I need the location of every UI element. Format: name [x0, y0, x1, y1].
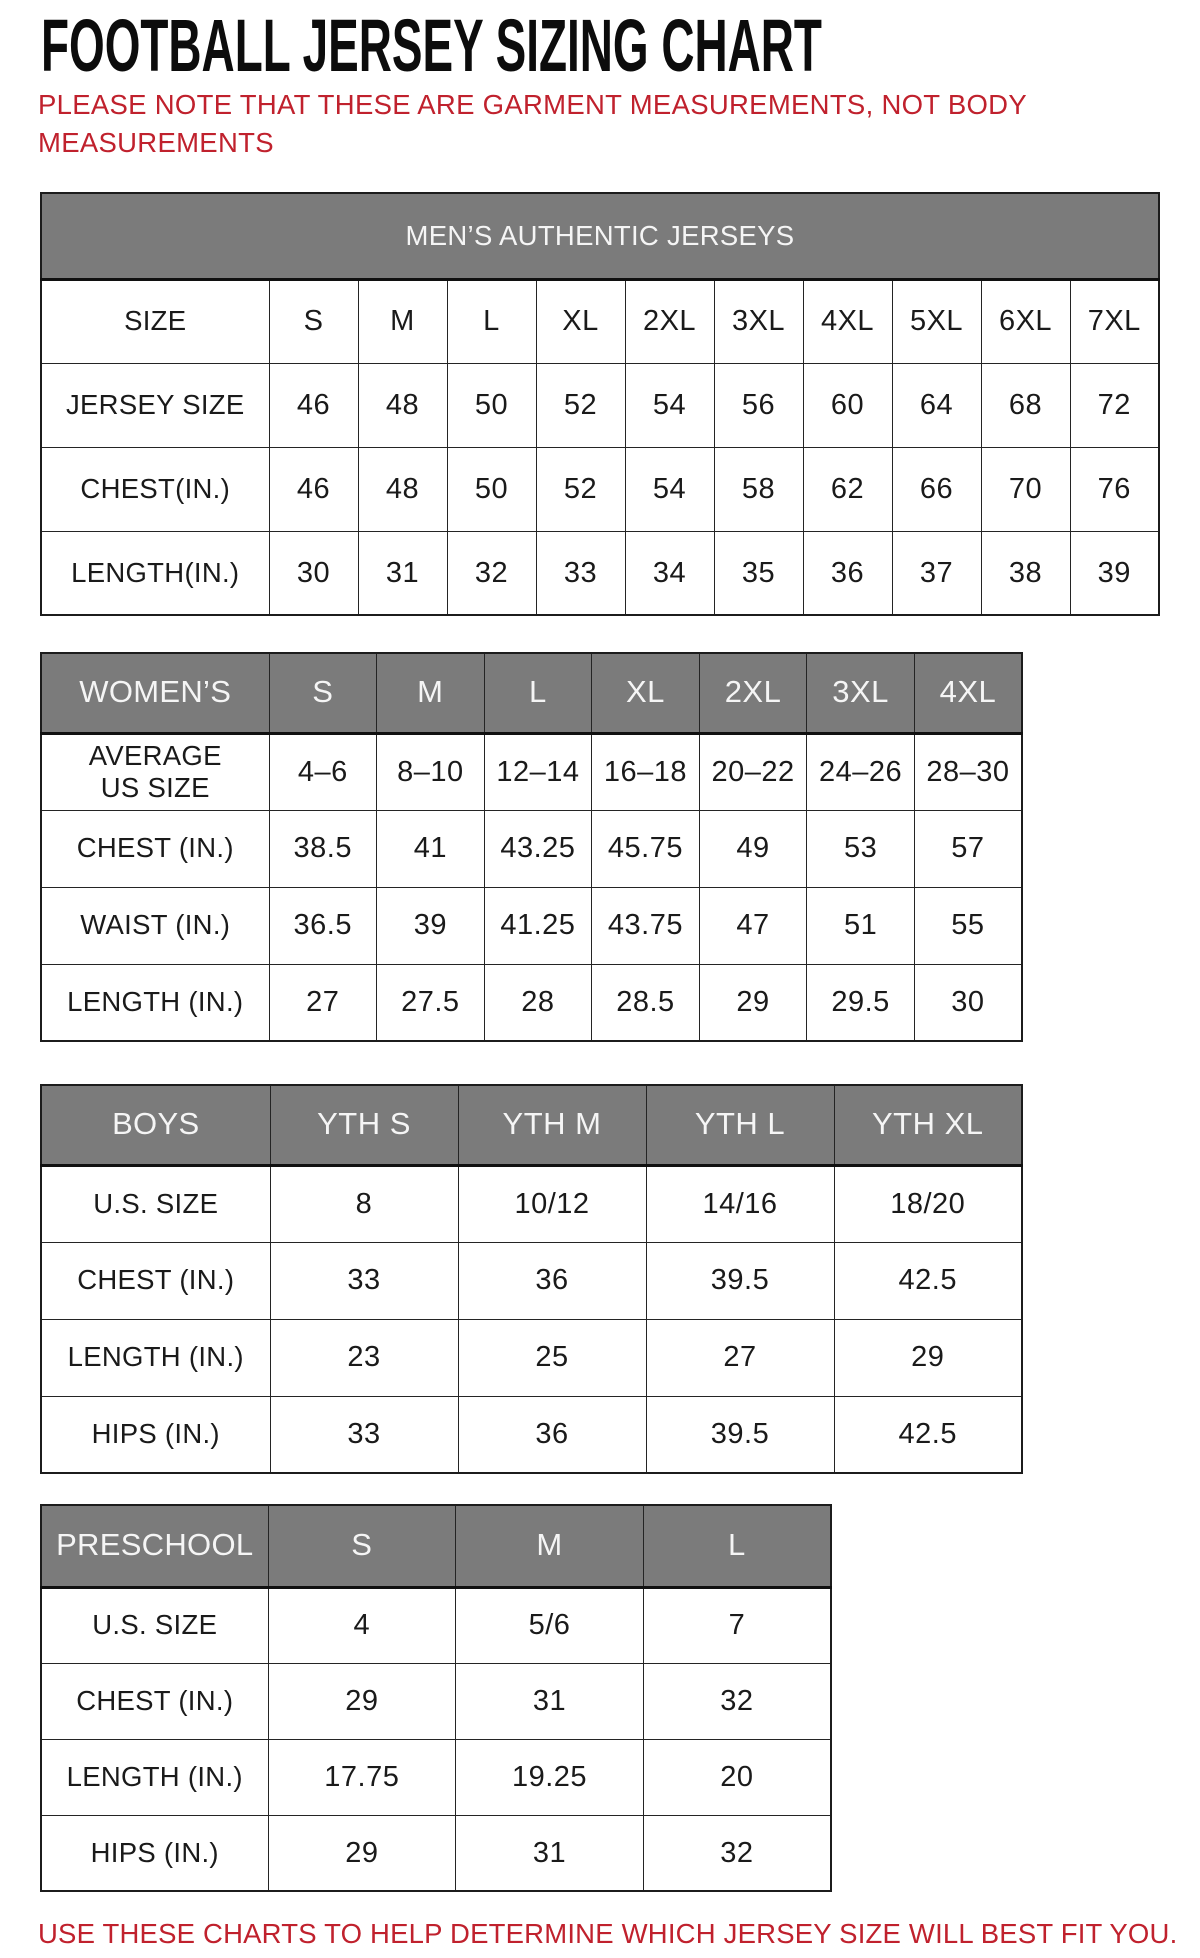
value-cell: 51 [807, 887, 915, 964]
value-cell: 54 [625, 447, 714, 531]
value-cell: 56 [714, 363, 803, 447]
value-cell: 53 [807, 810, 915, 887]
value-cell: 27 [646, 1319, 834, 1396]
value-cell: 4 [268, 1587, 456, 1663]
value-cell: 38 [981, 531, 1070, 615]
value-cell: 41 [377, 810, 485, 887]
preschool-chest-row [41, 1663, 831, 1739]
value-cell: 36 [803, 531, 892, 615]
preschool-header-row [41, 1505, 831, 1587]
value-cell: 31 [456, 1663, 644, 1739]
womens-table [40, 652, 1023, 1042]
value-cell: M [456, 1505, 644, 1587]
value-cell: 41.25 [484, 887, 592, 964]
mens-length-row [41, 531, 1159, 615]
value-cell: 19.25 [456, 1739, 644, 1815]
value-cell: 3XL [807, 653, 915, 733]
mens-chest-row [41, 447, 1159, 531]
value-cell: M [377, 653, 485, 733]
value-cell: 30 [914, 964, 1022, 1041]
row-label: PRESCHOOL [41, 1505, 268, 1587]
value-cell: 7XL [1070, 279, 1159, 363]
value-cell: 18/20 [834, 1165, 1022, 1242]
boys-hips-row [41, 1396, 1022, 1473]
value-cell: 2XL [625, 279, 714, 363]
value-cell: 30 [269, 531, 358, 615]
boys-header-row [41, 1085, 1022, 1165]
value-cell: 57 [914, 810, 1022, 887]
value-cell: 54 [625, 363, 714, 447]
womens-length-row [41, 964, 1022, 1041]
value-cell: 4XL [914, 653, 1022, 733]
value-cell: 31 [358, 531, 447, 615]
row-label: SIZE [41, 279, 269, 363]
value-cell: 29 [268, 1663, 456, 1739]
value-cell: 14/16 [646, 1165, 834, 1242]
value-cell: 36 [458, 1396, 646, 1473]
footer-note: USE THESE CHARTS TO HELP DETERMINE WHICH JERSEY SIZE WILL BEST FIT YOU. [38, 1918, 1178, 1949]
mens-banner: MEN’S AUTHENTIC JERSEYS [41, 193, 1159, 279]
row-label: AVERAGE US SIZE [41, 733, 269, 810]
value-cell: 39.5 [646, 1242, 834, 1319]
value-cell: 36.5 [269, 887, 377, 964]
row-label: BOYS [41, 1085, 270, 1165]
value-cell: 8–10 [377, 733, 485, 810]
value-cell: 28–30 [914, 733, 1022, 810]
value-cell: 72 [1070, 363, 1159, 447]
value-cell: 2XL [699, 653, 807, 733]
boys-length-row [41, 1319, 1022, 1396]
value-cell: 66 [892, 447, 981, 531]
value-cell: 32 [447, 531, 536, 615]
row-label: JERSEY SIZE [41, 363, 269, 447]
value-cell: 34 [625, 531, 714, 615]
value-cell: S [269, 279, 358, 363]
preschool-hips-row [41, 1815, 831, 1891]
value-cell: 28 [484, 964, 592, 1041]
value-cell: 48 [358, 447, 447, 531]
value-cell: 47 [699, 887, 807, 964]
value-cell: 43.25 [484, 810, 592, 887]
value-cell: 32 [643, 1663, 831, 1739]
value-cell: 23 [270, 1319, 458, 1396]
value-cell: YTH M [458, 1085, 646, 1165]
value-cell: 45.75 [592, 810, 700, 887]
value-cell: 31 [456, 1815, 644, 1891]
boys-chest-row [41, 1242, 1022, 1319]
mens-banner-row [41, 193, 1159, 279]
mens-size-row [41, 279, 1159, 363]
preschool-table [40, 1504, 832, 1892]
sizing-chart-page [0, 4, 1200, 1958]
value-cell: 46 [269, 447, 358, 531]
value-cell: YTH S [270, 1085, 458, 1165]
value-cell: 17.75 [268, 1739, 456, 1815]
value-cell: 70 [981, 447, 1070, 531]
value-cell: 35 [714, 531, 803, 615]
womens-us-size-row [41, 733, 1022, 810]
value-cell: 52 [536, 447, 625, 531]
value-cell: 37 [892, 531, 981, 615]
value-cell: 7 [643, 1587, 831, 1663]
value-cell: 48 [358, 363, 447, 447]
womens-chest-row [41, 810, 1022, 887]
value-cell: 28.5 [592, 964, 700, 1041]
row-label: CHEST (IN.) [41, 1242, 270, 1319]
boys-table [40, 1084, 1023, 1474]
value-cell: 42.5 [834, 1242, 1022, 1319]
value-cell: 39 [1070, 531, 1159, 615]
value-cell: S [268, 1505, 456, 1587]
value-cell: 42.5 [834, 1396, 1022, 1473]
row-label: LENGTH(IN.) [41, 531, 269, 615]
row-label: LENGTH (IN.) [41, 1739, 268, 1815]
value-cell: 27 [269, 964, 377, 1041]
preschool-us-size-row [41, 1587, 831, 1663]
value-cell: 5/6 [456, 1587, 644, 1663]
value-cell: 39 [377, 887, 485, 964]
value-cell: L [643, 1505, 831, 1587]
womens-header-row [41, 653, 1022, 733]
value-cell: 43.75 [592, 887, 700, 964]
row-label: WOMEN’S [41, 653, 269, 733]
value-cell: 4–6 [269, 733, 377, 810]
value-cell: 50 [447, 447, 536, 531]
value-cell: 52 [536, 363, 625, 447]
value-cell: 60 [803, 363, 892, 447]
value-cell: 10/12 [458, 1165, 646, 1242]
value-cell: 8 [270, 1165, 458, 1242]
value-cell: XL [592, 653, 700, 733]
value-cell: 58 [714, 447, 803, 531]
garment-note-line2: MEASUREMENTS [38, 127, 274, 158]
row-label: CHEST (IN.) [41, 1663, 268, 1739]
value-cell: 29.5 [807, 964, 915, 1041]
value-cell: 27.5 [377, 964, 485, 1041]
value-cell: 29 [834, 1319, 1022, 1396]
row-label: U.S. SIZE [41, 1165, 270, 1242]
value-cell: 5XL [892, 279, 981, 363]
row-label: WAIST (IN.) [41, 887, 269, 964]
row-label: HIPS (IN.) [41, 1815, 268, 1891]
page-title: FOOTBALL JERSEY SIZING CHART [41, 4, 822, 87]
value-cell: 33 [270, 1242, 458, 1319]
value-cell: 25 [458, 1319, 646, 1396]
row-label: CHEST (IN.) [41, 810, 269, 887]
value-cell: 50 [447, 363, 536, 447]
boys-us-size-row [41, 1165, 1022, 1242]
value-cell: 20–22 [699, 733, 807, 810]
row-label: U.S. SIZE [41, 1587, 268, 1663]
row-label: LENGTH (IN.) [41, 1319, 270, 1396]
garment-note [38, 86, 1200, 162]
value-cell: 33 [536, 531, 625, 615]
row-label: HIPS (IN.) [41, 1396, 270, 1473]
mens-jersey-size-row [41, 363, 1159, 447]
row-label: LENGTH (IN.) [41, 964, 269, 1041]
value-cell: 46 [269, 363, 358, 447]
value-cell: 29 [699, 964, 807, 1041]
title-wrap [41, 4, 1200, 87]
value-cell: 6XL [981, 279, 1070, 363]
value-cell: 3XL [714, 279, 803, 363]
womens-waist-row [41, 887, 1022, 964]
value-cell: 39.5 [646, 1396, 834, 1473]
value-cell: 33 [270, 1396, 458, 1473]
value-cell: XL [536, 279, 625, 363]
value-cell: YTH L [646, 1085, 834, 1165]
value-cell: 29 [268, 1815, 456, 1891]
value-cell: 24–26 [807, 733, 915, 810]
mens-table [40, 192, 1160, 616]
value-cell: YTH XL [834, 1085, 1022, 1165]
value-cell: 76 [1070, 447, 1159, 531]
row-label: CHEST(IN.) [41, 447, 269, 531]
value-cell: 55 [914, 887, 1022, 964]
value-cell: L [484, 653, 592, 733]
value-cell: 36 [458, 1242, 646, 1319]
preschool-length-row [41, 1739, 831, 1815]
value-cell: 38.5 [269, 810, 377, 887]
value-cell: 68 [981, 363, 1070, 447]
value-cell: 49 [699, 810, 807, 887]
value-cell: 20 [643, 1739, 831, 1815]
value-cell: 32 [643, 1815, 831, 1891]
value-cell: L [447, 279, 536, 363]
value-cell: 62 [803, 447, 892, 531]
garment-note-line1: PLEASE NOTE THAT THESE ARE GARMENT MEASUREMENTS, NOT BODY [38, 89, 1027, 120]
value-cell: 64 [892, 363, 981, 447]
value-cell: S [269, 653, 377, 733]
value-cell: M [358, 279, 447, 363]
value-cell: 12–14 [484, 733, 592, 810]
value-cell: 4XL [803, 279, 892, 363]
value-cell: 16–18 [592, 733, 700, 810]
